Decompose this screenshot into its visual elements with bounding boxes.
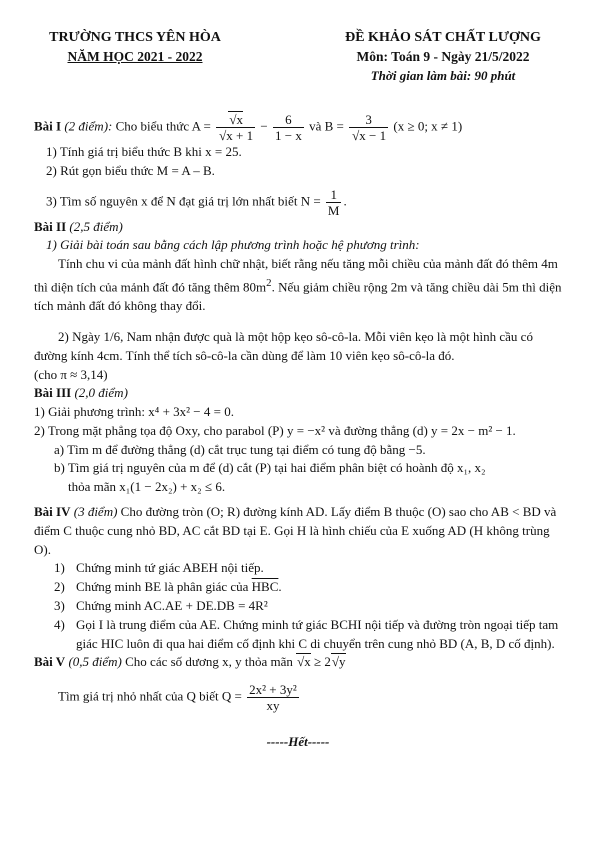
bai3-points: (2,0 điểm): [74, 385, 128, 401]
bai1-q3: 3) Tìm số nguyên x để N đạt giá trị lớn nhất biết N = $\frac{1}{M}$ .: [46, 186, 347, 218]
bai1-q2: 2) Rút gọn biểu thức M = A – B.: [46, 162, 215, 178]
bai4-items: [34, 559, 562, 653]
list-item: 3) Chứng minh AC.AE + DE.DB = 4R²: [54, 598, 268, 614]
end-marker: -----Hết-----: [266, 734, 330, 750]
bai5-statement: Bài V (0,5 điểm) Cho các số dương x, y thỏa mãn √ x ≥ 2 √ y: [34, 653, 562, 672]
bai4-statement: Bài IV (3 điểm) Cho đường tròn (O; R) đường kính AD. Lấy điểm B thuộc (O) sao cho AB < BD và điểm C thuộc cung nhỏ BD, AC cắt BD tại E. Gọi H là hình chiếu của E xuống AD (H không trùng O).: [34, 504, 557, 557]
bai1-label: Bài I: [34, 118, 62, 134]
bai3-label: Bài III: [34, 385, 72, 401]
bai1-q1: 1) Tính giá trị biểu thức B khi x = 25.: [46, 144, 242, 159]
bai1-points: (2 điểm):: [64, 118, 113, 134]
exam-title: ĐỀ KHẢO SÁT CHẤT LƯỢNG: [345, 30, 541, 45]
bai3-q2: 2) Trong mặt phẳng tọa độ Oxy, cho parabol (P) y = −x² và đường thẳng (d) y = 2x − m² − 1.: [34, 422, 516, 438]
expr-a-frac1: √ x √ x + 1: [216, 112, 255, 143]
bai2-p2-pi: (cho π ≈ 3,14): [34, 366, 108, 382]
expr-n-frac: $\frac{1}{M}$: [327, 186, 340, 218]
expr-b-lhs: B =: [324, 118, 344, 134]
exam-subject: Môn: Toán 9 - Ngày 21/5/2022: [356, 49, 530, 64]
exam-content: [34, 112, 562, 752]
bai1-condition: (x ≥ 0; x ≠ 1): [393, 118, 463, 134]
expr-a-lhs: A =: [191, 118, 211, 134]
school-year: NĂM HỌC 2021 - 2022: [67, 49, 203, 64]
expr-a-frac2: $\frac{6}{1 - x}$: [274, 112, 302, 143]
bai3-qb-cond: thỏa mãn x₁(1 − 2x₂) + x₂ ≤ 6.: [68, 479, 226, 495]
bai3-qa: a) Tìm m để đường thẳng (d) cắt trục tung tại điểm có tung độ bằng −5.: [54, 441, 426, 457]
list-item: 4) Gọi I là trung điểm của AE. Chứng minh tứ giác BCHI nội tiếp và đường tròn ngoại tiếp tam giác HIC luôn đi qua hai điểm cố định khi C di chuyển trên cung nhỏ BD (A, B, D cố định).: [54, 616, 559, 651]
bai2-p2-text: 2) Ngày 1/6, Nam nhận được quà là một hộp kẹo sô-cô-la. Mỗi viên kẹo là một hình cầu có đường kính 4cm. Tính thể tích sô-cô-la cần dùng để làm 10 viên kẹo sô-cô-la đó.: [34, 328, 533, 363]
bai3-heading: [34, 384, 562, 403]
list-item: 2) Chứng minh BE là phân giác của $\overline{HBC}$.: [54, 579, 282, 595]
exam-time: Thời gian làm bài: 90 phút: [370, 68, 516, 83]
bai1-intro: Cho biểu thức: [115, 118, 190, 134]
list-item: 1) Chứng minh tứ giác ABEH nội tiếp.: [54, 560, 264, 576]
bai2-label: Bài II: [34, 218, 67, 234]
expr-b-frac: 3 √ x − 1: [349, 112, 388, 143]
bai2-points: (2,5 điểm): [69, 218, 123, 234]
bai5-label: Bài V: [34, 654, 66, 670]
angle-hbc: $\overline{HBC}$: [251, 579, 279, 595]
bai2-heading: [34, 218, 562, 237]
bai4-label: Bài IV: [34, 504, 71, 520]
bai4-points: (3 điểm): [73, 504, 118, 520]
header-left: [40, 30, 230, 65]
bai5-points: (0,5 điểm): [68, 654, 122, 670]
bai1-statement: Bài I (2 điểm): Cho biểu thức A = √ x √ x + 1 − $\frac{6}{1 - x}$ và B = 3 √ x − 1 (x ≥ 0; x ≠ 1): [34, 112, 562, 143]
bai2-p1-title: 1) Giải bài toán sau bằng cách lập phương trình hoặc hệ phương trình:: [46, 237, 420, 253]
bai2-p1-text: Tính chu vi của mảnh đất hình chữ nhật, biết rằng nếu tăng mỗi chiều của mảnh đất đó thêm 4m thì diện tích của mảnh đất đó tăng thêm $80m^2$. Nếu giảm chiều rộng 2m và tăng chiều dài 5m thì diện tích mảnh đất đó không thay đổi.: [34, 256, 562, 314]
bai3-q1: 1) Giải phương trình: x⁴ + 3x² − 4 = 0.: [34, 404, 234, 420]
header-right: [318, 30, 568, 84]
bai3-qb: b) Tìm giá trị nguyên của m để (d) cắt (P) tại hai điểm phân biệt có hoành độ x₁, x₂: [54, 460, 486, 476]
bai5-question: Tìm giá trị nhỏ nhất của Q biết Q = $\frac{\text{2x² + 3y²}}{xy}$: [58, 682, 297, 714]
school-name: TRƯỜNG THCS YÊN HÒA: [49, 30, 221, 45]
expr-q-frac: $\frac{\text{2x² + 3y²}}{xy}$: [249, 682, 297, 714]
